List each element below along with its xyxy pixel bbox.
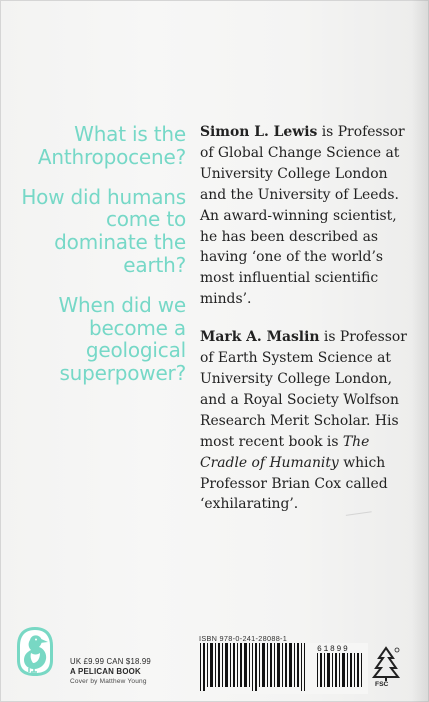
- price-line: UK £9.99 CAN $18.99: [70, 657, 151, 666]
- imprint-label: A PELICAN BOOK: [70, 667, 141, 676]
- fsc-tree-icon: [371, 645, 401, 685]
- question-domination: How did humans come to dominate the earth?: [21, 184, 186, 277]
- fsc-label: FSC: [375, 681, 389, 688]
- question-anthropocene: What is the Anthropocene?: [37, 122, 186, 169]
- lewis-bio: [200, 122, 419, 310]
- cover-credit: Cover by Matthew Young: [70, 678, 147, 685]
- barcode-addon-number: 61899: [317, 645, 350, 654]
- author-biographies: [200, 122, 419, 532]
- lewis-name: Simon L. Lewis: [200, 124, 318, 140]
- maslin-name: Mark A. Maslin: [200, 329, 320, 346]
- question-column: [13, 123, 186, 402]
- pelican-logo-icon: [16, 626, 54, 677]
- isbn-number: ISBN 978-0-241-28088-1: [199, 634, 288, 643]
- book-title: The Cradle of Humanity: [200, 433, 370, 471]
- lewis-description: is Professor of Global Change Science at University College London and the University of Leeds. An award-winning scientist, he has been described as having ‘one of the world’s most influential scientific minds’.: [200, 124, 405, 308]
- price-and-imprint: [70, 657, 151, 687]
- maslin-bio: [200, 327, 419, 515]
- barcode-area: [199, 634, 368, 694]
- question-superpower: When did we become a geological superpower?: [58, 292, 186, 386]
- maslin-quote: which Professor Brian Cox called ‘exhilarating’.: [200, 454, 388, 513]
- maslin-description: is Professor of Earth System Science at University College London, and a Royal Society Wolfson Research Merit Scholar. His most recent book is: [200, 329, 407, 450]
